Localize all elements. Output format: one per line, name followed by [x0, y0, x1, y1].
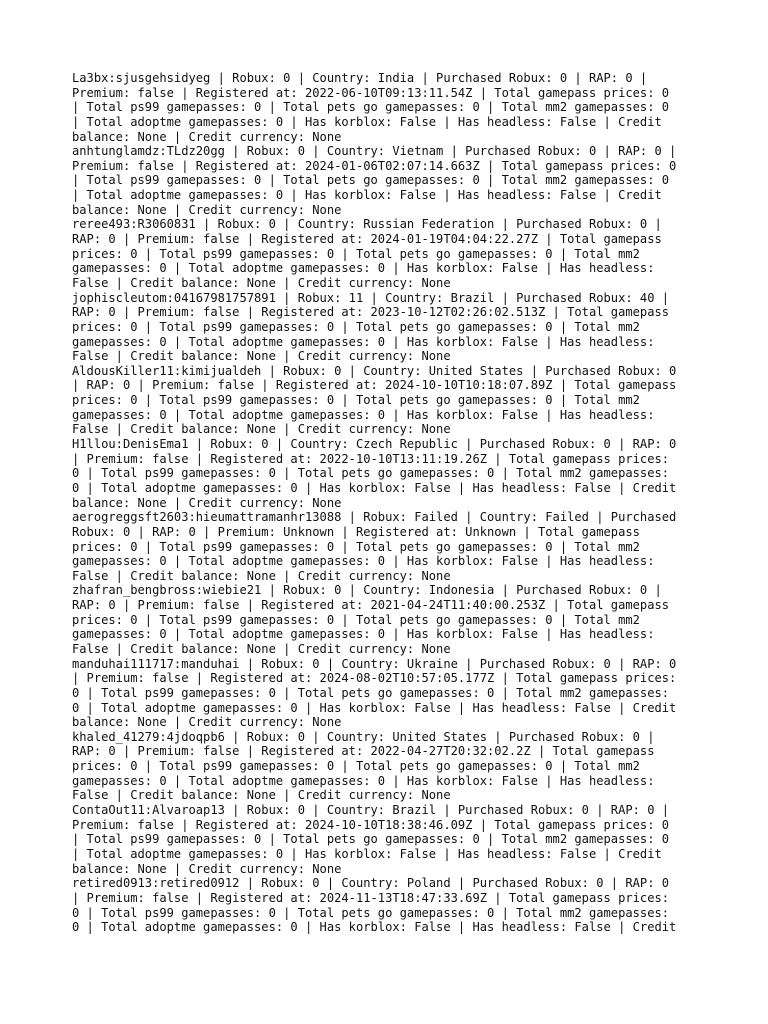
text-line: False | Credit balance: None | Credit currency: None [72, 422, 451, 437]
text-line: | Total ps99 gamepasses: 0 | Total pets go gamepasses: 0 | Total mm2 gamepasses: 0 [72, 173, 670, 188]
text-line: jophiscleutom:04167981757891 | Robux: 11 | Country: Brazil | Purchased Robux: 40 | [72, 290, 670, 305]
text-line: gamepasses: 0 | Total adoptme gamepasses: 0 | Has korblox: False | Has headless: [72, 554, 655, 569]
text-line: H1llou:DenisEma1 | Robux: 0 | Country: Czech Republic | Purchased Robux: 0 | RAP: 0 [72, 437, 677, 452]
text-line: | Premium: false | Registered at: 2024-11-13T18:47:33.69Z | Total gamepass prices: [72, 890, 670, 905]
text-line: | Total ps99 gamepasses: 0 | Total pets go gamepasses: 0 | Total mm2 gamepasses: 0 [72, 100, 670, 115]
text-line: | Premium: false | Registered at: 2024-08-02T10:57:05.177Z | Total gamepass prices: [72, 671, 677, 686]
text-line: | Total adoptme gamepasses: 0 | Has korblox: False | Has headless: False | Credit [72, 188, 662, 203]
text-line: Robux: 0 | RAP: 0 | Premium: Unknown | Registered at: Unknown | Total gamepass [72, 524, 640, 539]
text-line: Premium: false | Registered at: 2024-01-06T02:07:14.663Z | Total gamepass prices: 0 [72, 158, 677, 173]
text-line: aerogreggsft2603:hieumattramanhr13088 | Robux: Failed | Country: Failed | Purchased [72, 510, 677, 525]
text-line: balance: None | Credit currency: None [72, 715, 342, 730]
text-line: khaled_41279:4jdoqpb6 | Robux: 0 | Country: United States | Purchased Robux: 0 | [72, 729, 655, 744]
text-line: | Premium: false | Registered at: 2022-10-10T13:11:19.26Z | Total gamepass prices: [72, 451, 670, 466]
text-line: 0 | Total adoptme gamepasses: 0 | Has korblox: False | Has headless: False | Credit [72, 480, 677, 495]
text-line: La3bx:sjusgehsidyeg | Robux: 0 | Country: India | Purchased Robux: 0 | RAP: 0 | [72, 71, 648, 85]
text-line: balance: None | Credit currency: None [72, 202, 342, 217]
text-line: balance: None | Credit currency: None [72, 861, 342, 876]
text-line: | RAP: 0 | Premium: false | Registered at: 2024-10-10T10:18:07.89Z | Total gamepass [72, 378, 677, 393]
text-line: gamepasses: 0 | Total adoptme gamepasses: 0 | Has korblox: False | Has headless: [72, 407, 655, 422]
text-line: balance: None | Credit currency: None [72, 129, 342, 144]
text-line: gamepasses: 0 | Total adoptme gamepasses: 0 | Has korblox: False | Has headless: [72, 773, 655, 788]
text-line: | Total adoptme gamepasses: 0 | Has korblox: False | Has headless: False | Credit [72, 114, 662, 129]
text-line: retired0913:retired0912 | Robux: 0 | Country: Poland | Purchased Robux: 0 | RAP: 0 [72, 876, 670, 891]
text-line: manduhai111717:manduhai | Robux: 0 | Country: Ukraine | Purchased Robux: 0 | RAP: 0 [72, 656, 677, 671]
text-line: prices: 0 | Total ps99 gamepasses: 0 | Total pets go gamepasses: 0 | Total mm2 [72, 612, 640, 627]
text-line: prices: 0 | Total ps99 gamepasses: 0 | Total pets go gamepasses: 0 | Total mm2 [72, 393, 640, 408]
text-line: ContaOut11:Alvaroap13 | Robux: 0 | Country: Brazil | Purchased Robux: 0 | RAP: 0 | [72, 803, 670, 818]
text-line: RAP: 0 | Premium: false | Registered at: 2023-10-12T02:26:02.513Z | Total gamepass [72, 305, 670, 320]
text-line: False | Credit balance: None | Credit currency: None [72, 788, 451, 803]
text-line: balance: None | Credit currency: None [72, 495, 342, 510]
text-line: False | Credit balance: None | Credit currency: None [72, 349, 451, 364]
text-line: RAP: 0 | Premium: false | Registered at: 2024-01-19T04:04:22.27Z | Total gamepass [72, 232, 662, 247]
text-line: gamepasses: 0 | Total adoptme gamepasses: 0 | Has korblox: False | Has headless: [72, 627, 655, 642]
text-line: prices: 0 | Total ps99 gamepasses: 0 | Total pets go gamepasses: 0 | Total mm2 [72, 539, 640, 554]
text-line: AldousKiller11:kimijualdeh | Robux: 0 | Country: United States | Purchased Robux: 0 [72, 363, 677, 378]
text-line: 0 | Total adoptme gamepasses: 0 | Has korblox: False | Has headless: False | Credit [72, 700, 677, 715]
text-line: Premium: false | Registered at: 2024-10-10T18:38:46.09Z | Total gamepass prices: 0 [72, 817, 670, 832]
text-line: prices: 0 | Total ps99 gamepasses: 0 | Total pets go gamepasses: 0 | Total mm2 [72, 759, 640, 774]
text-line: RAP: 0 | Premium: false | Registered at: 2022-04-27T20:32:02.2Z | Total gamepass [72, 744, 655, 759]
text-line: Premium: false | Registered at: 2022-06-10T09:13:11.54Z | Total gamepass prices: 0 [72, 85, 670, 100]
document-page [72, 71, 700, 935]
text-line: False | Credit balance: None | Credit currency: None [72, 275, 451, 290]
text-line: gamepasses: 0 | Total adoptme gamepasses: 0 | Has korblox: False | Has headless: [72, 261, 655, 276]
text-line: RAP: 0 | Premium: false | Registered at: 2021-04-24T11:40:00.253Z | Total gamepass [72, 598, 670, 613]
text-line: 0 | Total ps99 gamepasses: 0 | Total pets go gamepasses: 0 | Total mm2 gamepasses: [72, 685, 670, 700]
text-line: prices: 0 | Total ps99 gamepasses: 0 | Total pets go gamepasses: 0 | Total mm2 [72, 319, 640, 334]
text-line: zhafran_bengbross:wiebie21 | Robux: 0 | Country: Indonesia | Purchased Robux: 0 | [72, 583, 662, 598]
text-line: | Total ps99 gamepasses: 0 | Total pets go gamepasses: 0 | Total mm2 gamepasses: 0 [72, 832, 670, 847]
text-line: reree493:R3060831 | Robux: 0 | Country: Russian Federation | Purchased Robux: 0 | [72, 217, 662, 232]
text-line: 0 | Total ps99 gamepasses: 0 | Total pets go gamepasses: 0 | Total mm2 gamepasses: [72, 466, 670, 481]
text-line: False | Credit balance: None | Credit currency: None [72, 641, 451, 656]
text-line: False | Credit balance: None | Credit currency: None [72, 568, 451, 583]
text-line: anhtunglamdz:TLdz20gg | Robux: 0 | Country: Vietnam | Purchased Robux: 0 | RAP: 0 | [72, 144, 677, 159]
text-line: 0 | Total ps99 gamepasses: 0 | Total pets go gamepasses: 0 | Total mm2 gamepasses: [72, 905, 670, 920]
text-line: 0 | Total adoptme gamepasses: 0 | Has korblox: False | Has headless: False | Credit [72, 920, 677, 935]
text-line: gamepasses: 0 | Total adoptme gamepasses: 0 | Has korblox: False | Has headless: [72, 334, 655, 349]
text-line: prices: 0 | Total ps99 gamepasses: 0 | Total pets go gamepasses: 0 | Total mm2 [72, 246, 640, 261]
text-line: | Total adoptme gamepasses: 0 | Has korblox: False | Has headless: False | Credit [72, 846, 662, 861]
